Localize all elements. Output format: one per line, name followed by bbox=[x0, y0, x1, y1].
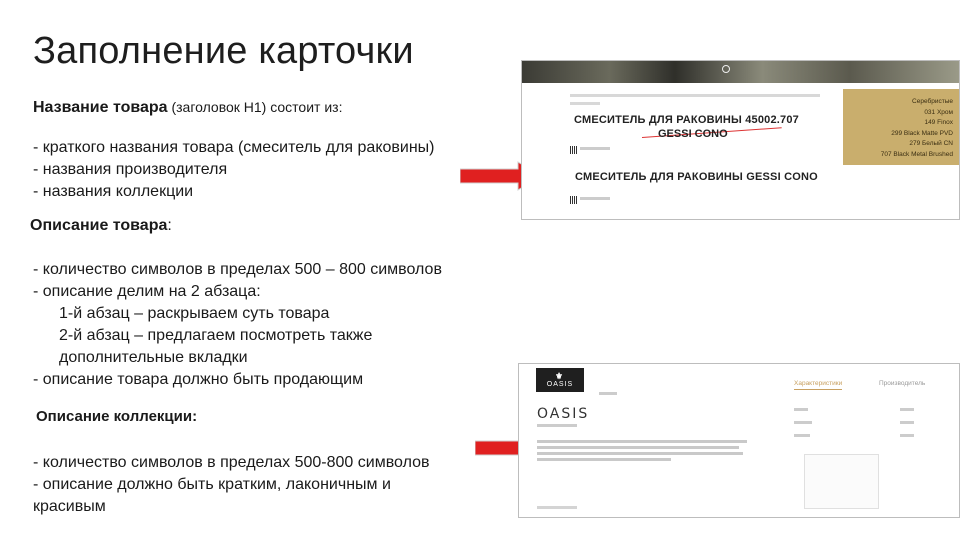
swatch-option[interactable]: 279 Белый CN bbox=[909, 140, 953, 147]
swatch-option[interactable]: 149 Finox bbox=[924, 119, 953, 126]
collection-subtitle bbox=[537, 422, 577, 427]
product-card-screenshot bbox=[521, 60, 960, 220]
barcode-icon bbox=[570, 196, 578, 204]
collection-description bbox=[537, 440, 747, 464]
swatch-option[interactable]: 707 Black Metal Brushed bbox=[880, 150, 953, 158]
more-link[interactable] bbox=[537, 506, 577, 509]
breadcrumb bbox=[570, 92, 840, 105]
new-product-title: СМЕСИТЕЛЬ ДЛЯ РАКОВИНЫ GESSI CONO bbox=[575, 171, 818, 183]
barcode-icon bbox=[570, 146, 578, 154]
tab-characteristics[interactable]: Характеристики bbox=[794, 380, 842, 390]
old-product-title-line1: СМЕСИТЕЛЬ ДЛЯ РАКОВИНЫ 45002.707 bbox=[574, 114, 800, 126]
article-code bbox=[580, 197, 610, 200]
heading-colon: : bbox=[167, 217, 172, 234]
logo-mark-icon: ⚜ bbox=[555, 371, 565, 381]
sub-list-item: 2-й абзац – предлагаем посмотреть также bbox=[59, 327, 373, 344]
heading-label: Описание товара bbox=[30, 217, 168, 234]
swatch-option[interactable]: 031 Хром bbox=[924, 108, 953, 116]
list-item: - описание должно быть кратким, лаконичным и bbox=[33, 476, 391, 493]
old-product-title-line2: GESSI CONO bbox=[658, 128, 728, 140]
logo-text: OASIS bbox=[546, 381, 574, 388]
list-item: - названия производителя bbox=[33, 161, 228, 178]
tab-manufacturer[interactable]: Производитель bbox=[879, 380, 926, 387]
list-item: - описание товара должно быть продающим bbox=[33, 371, 364, 388]
collection-page-screenshot bbox=[518, 363, 960, 518]
color-swatch-panel bbox=[843, 89, 960, 165]
slide-title: Заполнение карточки bbox=[33, 30, 414, 72]
section-product-title-list bbox=[33, 137, 435, 203]
list-item: - краткого названия товара (смеситель для раковины) bbox=[33, 139, 435, 156]
list-item: - количество символов в пределах 500 – 800 символов bbox=[33, 261, 442, 278]
list-item: - количество символов в пределах 500-800 символов bbox=[33, 454, 430, 471]
spec-table bbox=[794, 404, 914, 443]
section-product-description-list bbox=[33, 259, 442, 391]
banner-image bbox=[522, 61, 959, 83]
sub-list-item: 1-й абзац – раскрываем суть товара bbox=[59, 305, 330, 322]
country-label bbox=[599, 390, 617, 395]
brand-logo bbox=[536, 368, 584, 392]
section-product-title-heading bbox=[33, 96, 342, 119]
swatch-option[interactable]: Серебристые bbox=[912, 98, 953, 105]
list-item: красивым bbox=[33, 498, 106, 515]
section-collection-description-list bbox=[33, 452, 429, 518]
collection-name: OASIS bbox=[537, 406, 590, 422]
sub-list-item: дополнительные вкладки bbox=[59, 349, 248, 366]
list-item: - описание делим на 2 абзаца: bbox=[33, 283, 261, 300]
section-collection-description-heading bbox=[36, 406, 197, 428]
heading-prefix: Название товара bbox=[33, 99, 168, 116]
circle-icon bbox=[722, 65, 730, 73]
section-product-title bbox=[33, 96, 342, 119]
heading-note: (заголовок H1) состоит из: bbox=[167, 99, 343, 115]
heading-label: Описание коллекции: bbox=[36, 408, 198, 425]
product-image bbox=[804, 454, 879, 509]
section-product-description-heading bbox=[30, 215, 172, 237]
list-item: - названия коллекции bbox=[33, 183, 194, 200]
swatch-option[interactable]: 299 Black Matte PVD bbox=[891, 129, 953, 137]
article-code bbox=[580, 147, 610, 150]
